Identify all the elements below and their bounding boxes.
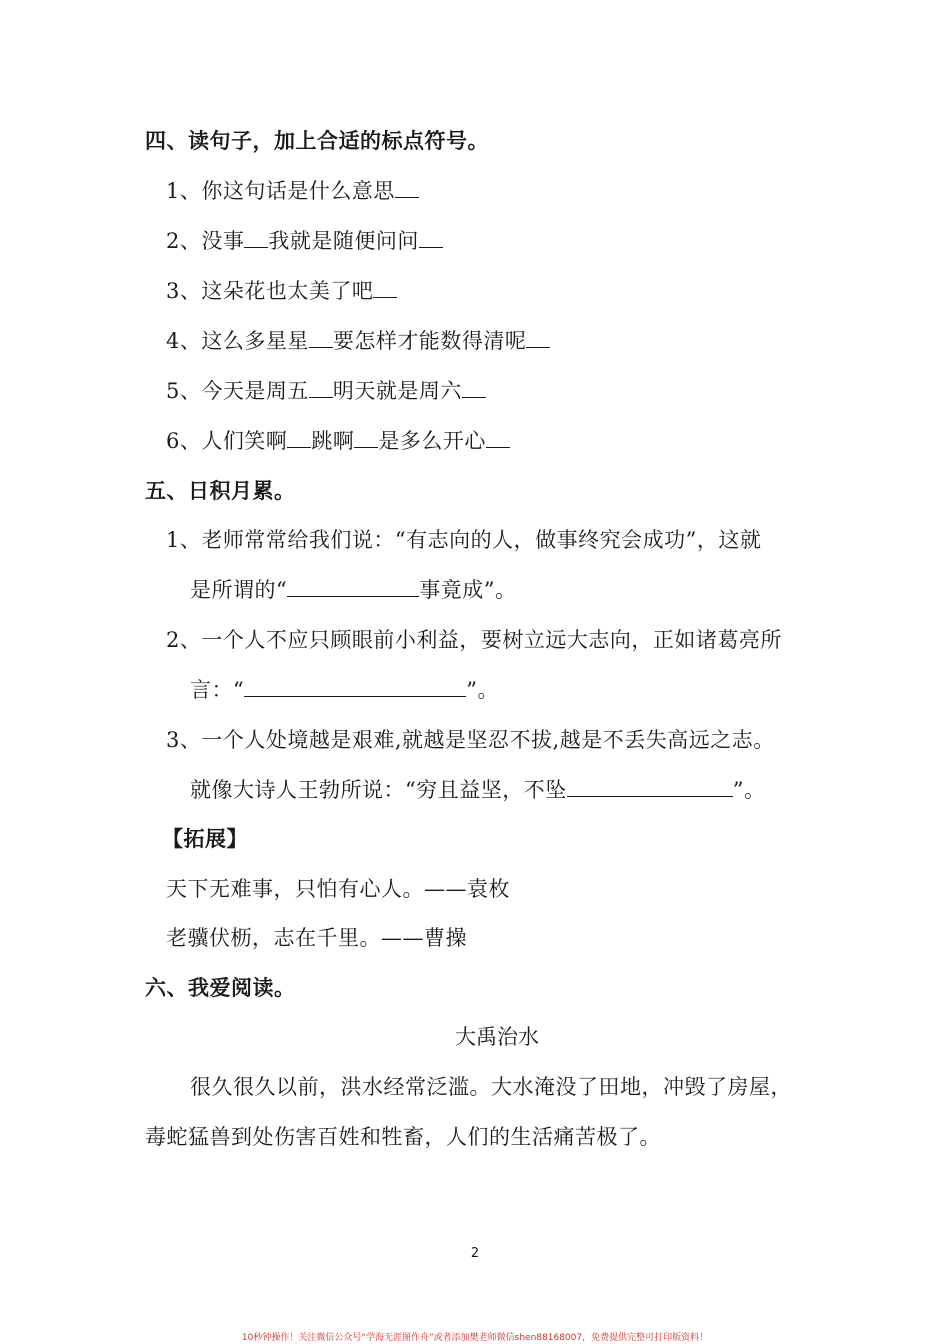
answer-blank[interactable]: [287, 576, 419, 597]
section5-item3-line1: 3、一个人处境越是艰难,就越是坚忍不拔,越是不丢失高远之志。: [166, 728, 775, 752]
item-text: 3、这朵花也太美了吧: [166, 279, 374, 303]
item-text: 我就是随便问问: [268, 229, 419, 253]
section5-item1-line2: [190, 575, 517, 605]
extension-title: 【拓展】: [162, 827, 248, 851]
section4-item-6: [166, 426, 510, 456]
item-text: 是多么开心: [378, 429, 486, 453]
answer-blank[interactable]: [309, 327, 333, 348]
item-text: 6、人们笑啊: [166, 429, 288, 453]
section5-item1-line1: 1、老师常常给我们说：“有志向的人，做事终究会成功”，这就: [166, 528, 762, 552]
answer-blank[interactable]: [309, 377, 333, 398]
answer-blank[interactable]: [419, 227, 443, 248]
answer-blank[interactable]: [486, 427, 510, 448]
item-text: 是所谓的“: [190, 578, 288, 602]
answer-blank[interactable]: [567, 776, 733, 797]
section4-item-2: [166, 226, 443, 256]
story-title: 大禹治水: [455, 1025, 539, 1049]
answer-blank[interactable]: [287, 427, 311, 448]
section4-item-3: [166, 276, 397, 306]
section5-item3-line2: [190, 775, 765, 805]
footer-notice: 10秒钟操作！关注微信公众号“学海无涯图作舟”或者添加樊老师微信shen88168007，免费提供完整可打印版资料！: [241, 1333, 709, 1343]
section4-item-1: [166, 176, 419, 206]
answer-blank[interactable]: [373, 277, 397, 298]
item-text: 4、这么多星星: [166, 329, 309, 353]
answer-blank[interactable]: [354, 427, 378, 448]
answer-blank[interactable]: [526, 327, 550, 348]
section4-title: 四、读句子，加上合适的标点符号。: [145, 129, 489, 153]
item-text: 就像大诗人王勃所说：“穷且益坚，不坠: [190, 778, 567, 802]
item-text: 1、你这句话是什么意思: [166, 179, 395, 203]
page-number: 2: [470, 1246, 480, 1261]
extension-quote-2: 老骥伏枥，志在千里。——曹操: [166, 926, 467, 950]
section4-item-5: [166, 376, 486, 406]
item-text: ”。: [732, 778, 766, 802]
section5-item2-line1: 2、一个人不应只顾眼前小利益，要树立远大志向，正如诸葛亮所: [166, 628, 782, 652]
item-text: 跳啊: [311, 429, 355, 453]
item-text: 5、今天是周五: [166, 379, 309, 403]
story-paragraph-line2: 毒蛇猛兽到处伤害百姓和牲畜，人们的生活痛苦极了。: [145, 1125, 661, 1149]
answer-blank[interactable]: [244, 227, 268, 248]
section4-item-4: [166, 326, 550, 356]
extension-quote-1: 天下无难事，只怕有心人。——袁枚: [166, 877, 510, 901]
item-text: 明天就是周六: [332, 379, 462, 403]
answer-blank[interactable]: [395, 177, 419, 198]
story-paragraph-line1: 很久很久以前，洪水经常泛滥。大水淹没了田地，冲毁了房屋，: [190, 1075, 792, 1099]
answer-blank[interactable]: [462, 377, 486, 398]
item-text: 言：“: [190, 678, 245, 702]
item-text: 要怎样才能数得清呢: [332, 329, 527, 353]
section6-title: 六、我爱阅读。: [145, 976, 296, 1000]
answer-blank[interactable]: [244, 676, 466, 697]
item-text: 2、没事: [166, 229, 245, 253]
section5-item2-line2: [190, 675, 499, 705]
section5-title: 五、日积月累。: [145, 479, 296, 503]
item-text: 事竟成”。: [419, 578, 517, 602]
item-text: ”。: [466, 678, 499, 702]
